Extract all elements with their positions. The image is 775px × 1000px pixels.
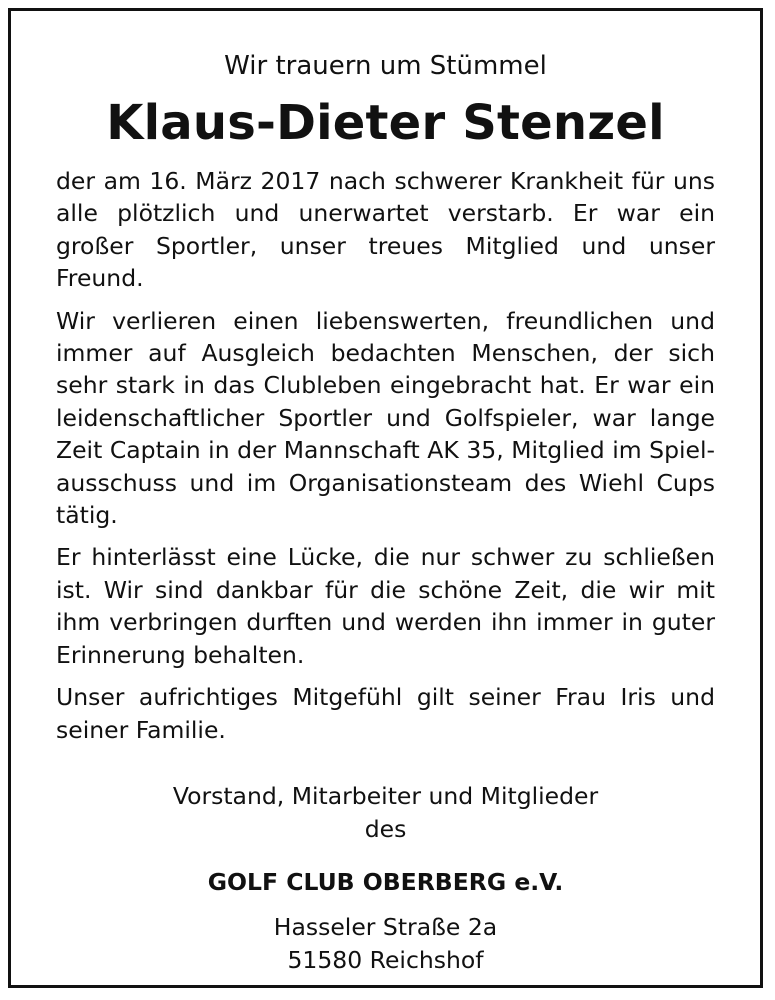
- paragraph-4: Unser aufrichtiges Mitgefühl gilt seiner Frau Iris und seiner Familie.: [56, 683, 715, 744]
- paragraph-2: Wir verlieren einen liebenswerten, freundlichen und immer auf Ausgleich bedachten Menschen, der sich sehr stark in das Clubleben eingebracht hat. Er war ein leidenschaftlicher Sportler und Golfspieler, war lange Zeit Captain in der Mannschaft AK 35, Mitglied im Spielausschuss und im Organisationsteam des Wiehl Cups tätig.: [56, 306, 715, 530]
- address-city: 51580 Reichshof: [287, 945, 484, 974]
- deceased-name: Klaus-Dieter Stenzel: [106, 95, 665, 151]
- notice-content: [56, 49, 715, 974]
- intro-line: Wir trauern um Stümmel: [224, 51, 547, 81]
- signature-line-1: Vorstand, Mitarbeiter und Mitglieder: [172, 781, 599, 810]
- signature-line-2: des: [364, 814, 407, 843]
- notice-border: [8, 8, 763, 988]
- signature-block: [56, 780, 715, 846]
- paragraph-3: Er hinterlässt eine Lücke, die nur schwer zu schließen ist. Wir sind dankbar für die schöne Zeit, die wir mit ihm verbringen durften und werden ihn immer in guter Erinnerung behalten.: [56, 543, 715, 669]
- club-name: GOLF CLUB OBERBERG e.V.: [207, 867, 564, 896]
- address-street: Hasseler Straße 2a: [273, 912, 498, 941]
- paragraph-1: der am 16. März 2017 nach schwerer Krankheit für uns alle plötzlich und unerwartet verstarb. Er war ein großer Sportler, unser treues Mitglied und unser Freund.: [56, 167, 715, 293]
